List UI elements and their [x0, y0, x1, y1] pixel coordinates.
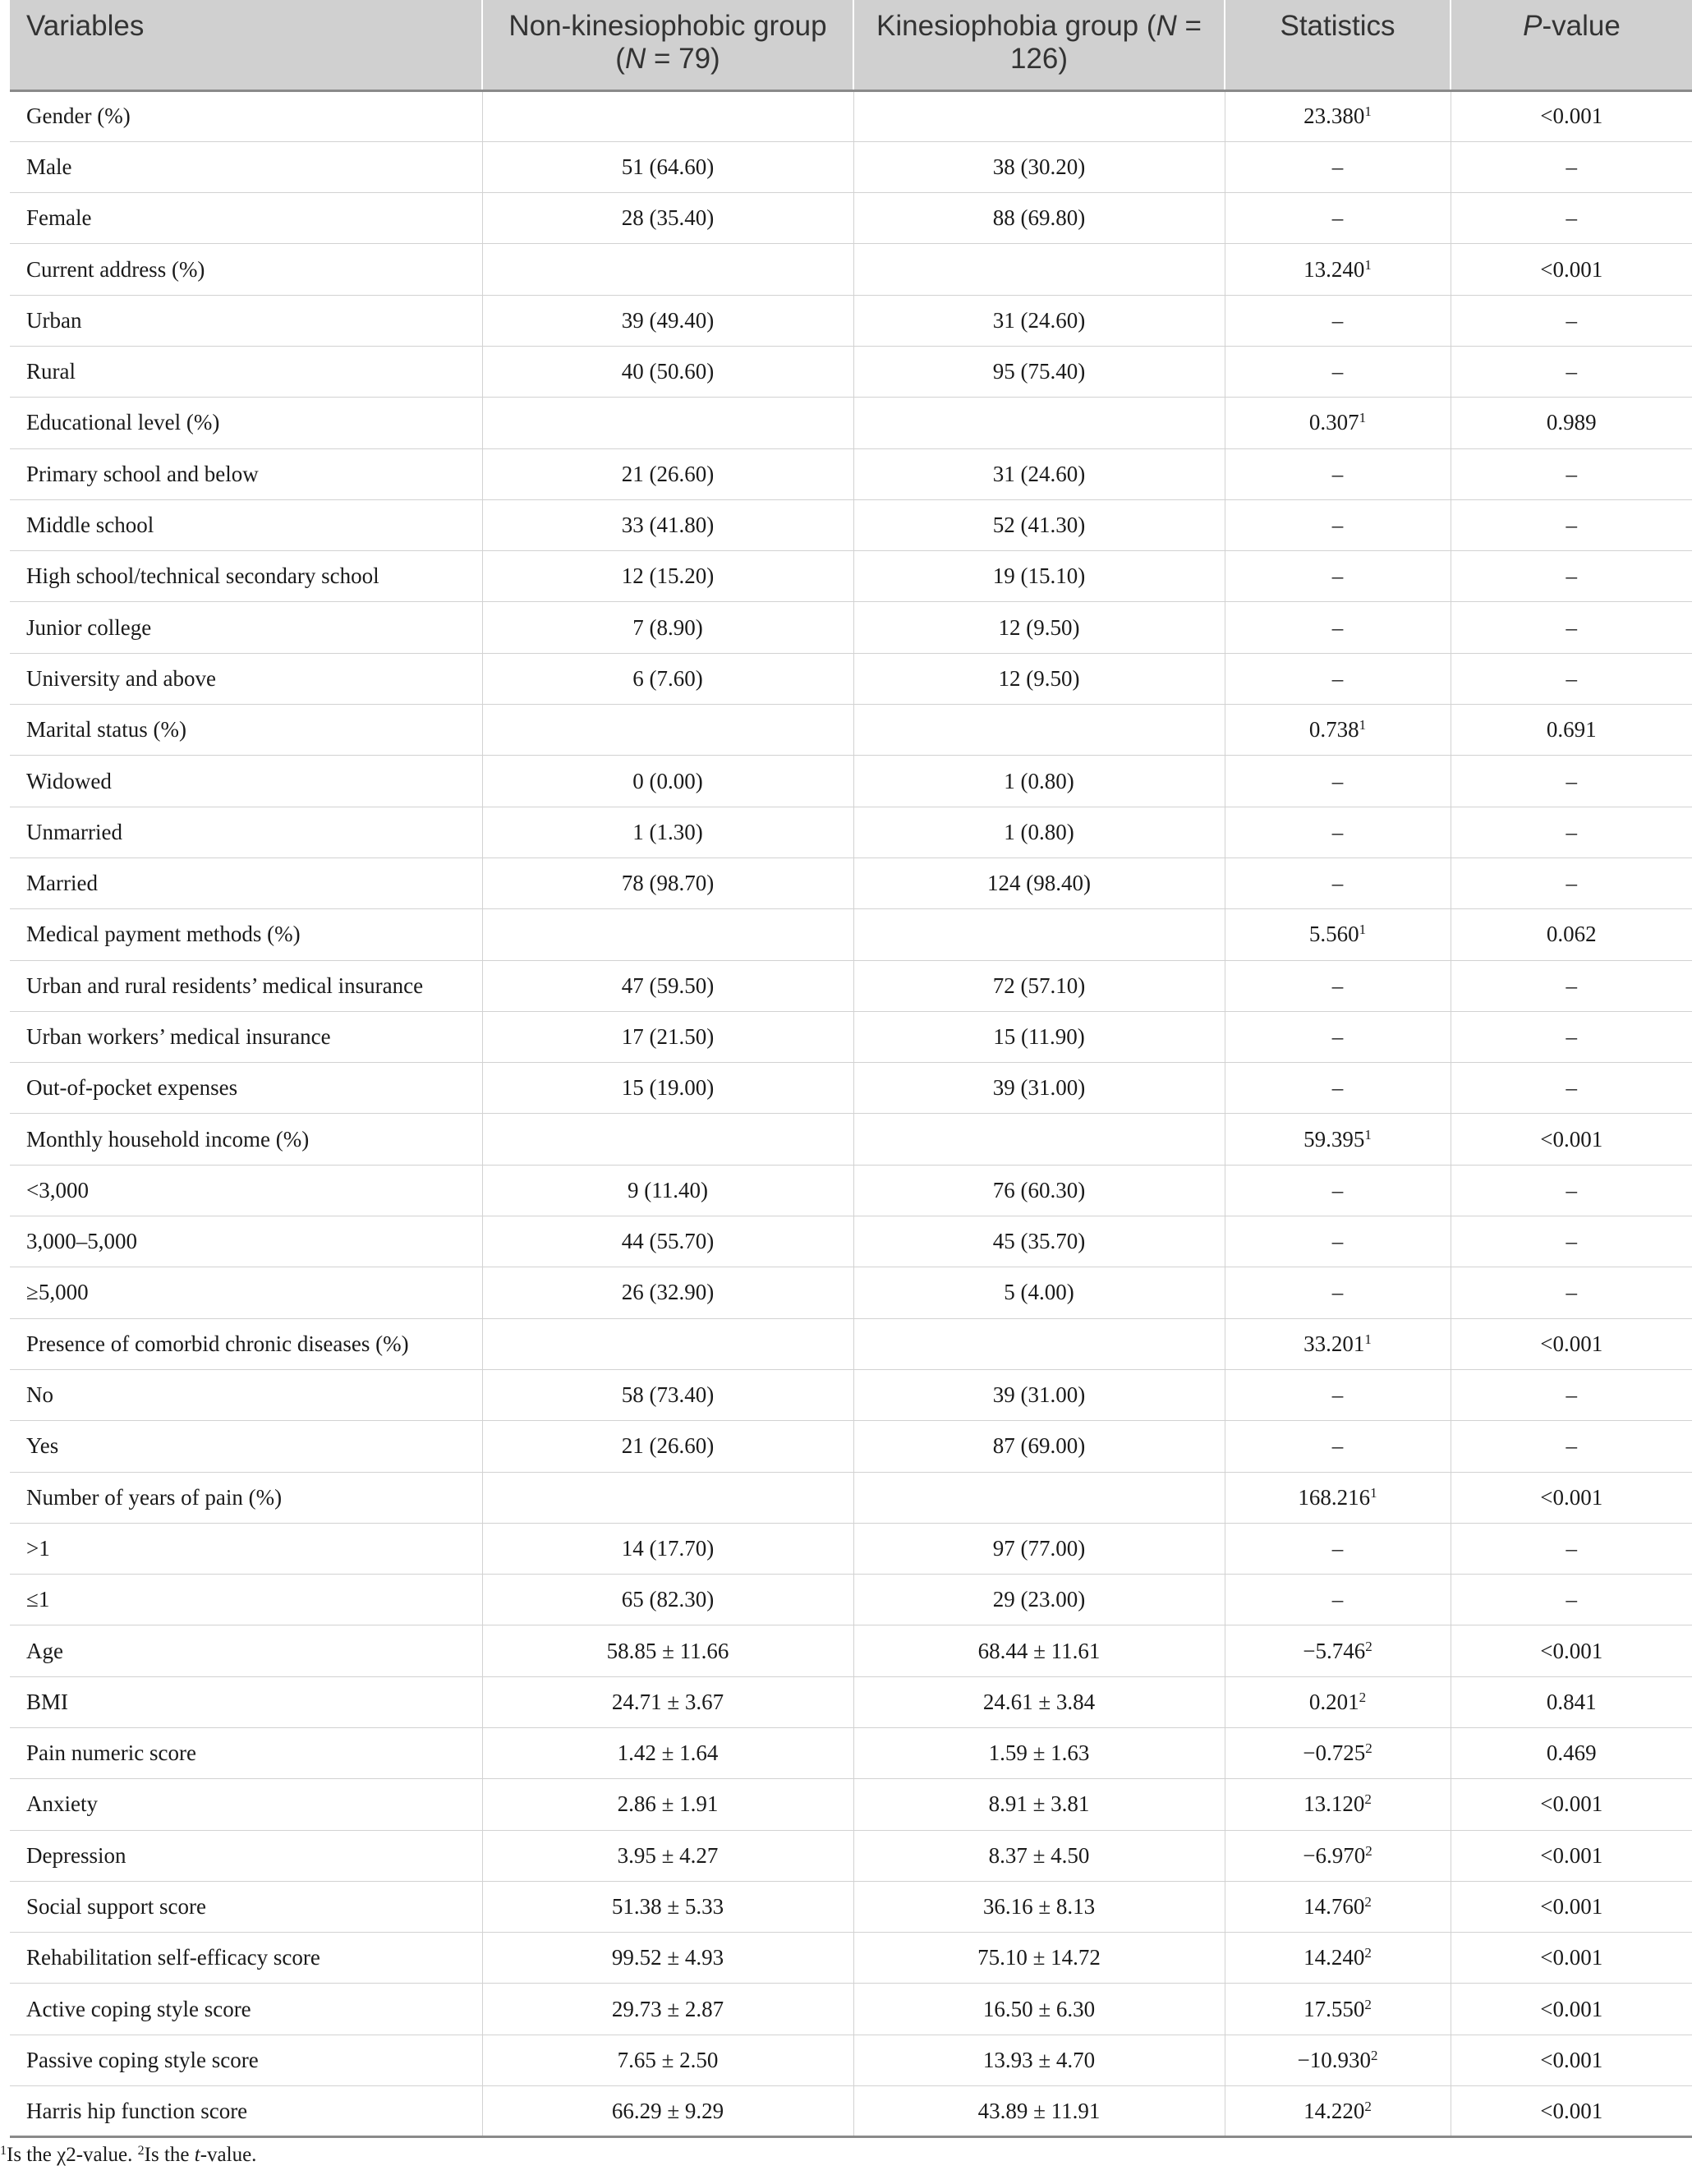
cell-p-value: <0.001	[1451, 1830, 1692, 1881]
table-row	[10, 1165, 1692, 1216]
cell-p-value: –	[1451, 1267, 1692, 1318]
cell-variable: Harris hip function score	[10, 2086, 482, 2137]
cell-non-kinesiophobic	[482, 1472, 853, 1523]
cell-non-kinesiophobic: 58.85 ± 11.66	[482, 1625, 853, 1676]
table-row	[10, 602, 1692, 653]
cell-kinesiophobia	[853, 90, 1225, 141]
cell-statistics: 13.120$^2$	[1225, 1779, 1451, 1830]
table-row	[10, 1011, 1692, 1062]
cell-p-value: 0.841	[1451, 1676, 1692, 1727]
cell-non-kinesiophobic: 7 (8.90)	[482, 602, 853, 653]
cell-statistics: $-6.970^2$	[1225, 1830, 1451, 1881]
table-row	[10, 398, 1692, 448]
cell-variable: Junior college	[10, 602, 482, 653]
table-row	[10, 756, 1692, 807]
cell-p-value: –	[1451, 858, 1692, 908]
cell-p-value: –	[1451, 807, 1692, 858]
footnote-text-2: Is the t-value.	[144, 2144, 257, 2166]
cell-variable: Widowed	[10, 756, 482, 807]
table-row	[10, 1216, 1692, 1267]
cell-kinesiophobia: 76 (60.30)	[853, 1165, 1225, 1216]
cell-statistics: $-10.930^2$	[1225, 2035, 1451, 2085]
cell-p-value: –	[1451, 193, 1692, 244]
cell-kinesiophobia: 124 (98.40)	[853, 858, 1225, 908]
table-row	[10, 2035, 1692, 2085]
cell-p-value: –	[1451, 1575, 1692, 1625]
cell-variable: No	[10, 1369, 482, 1420]
cell-statistics: 14.240$^2$	[1225, 1933, 1451, 1984]
cell-variable: Urban	[10, 295, 482, 346]
table-row	[10, 1114, 1692, 1165]
cell-variable: Passive coping style score	[10, 2035, 482, 2085]
stat-superscript: 2	[1365, 1638, 1372, 1654]
table-row	[10, 90, 1692, 141]
cell-p-value: <0.001	[1451, 1984, 1692, 2035]
footnote-marker-2: 2	[137, 2144, 145, 2158]
cell-kinesiophobia: 52 (41.30)	[853, 499, 1225, 550]
stat-superscript: 2	[1364, 1894, 1372, 1910]
stat-superscript: 1	[1364, 103, 1372, 120]
cell-non-kinesiophobic: 51 (64.60)	[482, 141, 853, 192]
cell-p-value: –	[1451, 448, 1692, 499]
table-row	[10, 448, 1692, 499]
table-row	[10, 193, 1692, 244]
cell-variable: Married	[10, 858, 482, 908]
cell-kinesiophobia	[853, 1472, 1225, 1523]
table-row	[10, 295, 1692, 346]
cell-non-kinesiophobic: 26 (32.90)	[482, 1267, 853, 1318]
cell-non-kinesiophobic: 40 (50.60)	[482, 346, 853, 397]
cell-non-kinesiophobic	[482, 90, 853, 141]
cell-non-kinesiophobic	[482, 1318, 853, 1369]
cell-kinesiophobia: 68.44 ± 11.61	[853, 1625, 1225, 1676]
cell-p-value: <0.001	[1451, 1318, 1692, 1369]
header-statistics: Statistics	[1225, 0, 1451, 90]
cell-variable: >1	[10, 1523, 482, 1574]
cell-kinesiophobia: 15 (11.90)	[853, 1011, 1225, 1062]
cell-kinesiophobia	[853, 1114, 1225, 1165]
stat-superscript: 2	[1365, 1842, 1372, 1859]
cell-kinesiophobia: 5 (4.00)	[853, 1267, 1225, 1318]
stat-superscript: 1	[1359, 410, 1367, 426]
cell-kinesiophobia: 97 (77.00)	[853, 1523, 1225, 1574]
stat-superscript: 1	[1370, 1484, 1377, 1501]
cell-kinesiophobia: 39 (31.00)	[853, 1369, 1225, 1420]
stat-superscript: 2	[1364, 1996, 1372, 2012]
table-row	[10, 858, 1692, 908]
cell-non-kinesiophobic: 44 (55.70)	[482, 1216, 853, 1267]
cell-variable: Active coping style score	[10, 1984, 482, 2035]
cell-non-kinesiophobic: 3.95 ± 4.27	[482, 1830, 853, 1881]
cell-non-kinesiophobic: 1 (1.30)	[482, 807, 853, 858]
cell-variable: Urban workers’ medical insurance	[10, 1011, 482, 1062]
cell-statistics: –	[1225, 602, 1451, 653]
cell-p-value: –	[1451, 295, 1692, 346]
header-non-kinesiophobic: Non-kinesiophobic group (N = 79)	[482, 0, 853, 90]
cell-statistics: –	[1225, 346, 1451, 397]
stat-superscript: 1	[1364, 1126, 1372, 1143]
table-row	[10, 551, 1692, 602]
cell-kinesiophobia: 8.91 ± 3.81	[853, 1779, 1225, 1830]
cell-kinesiophobia: 13.93 ± 4.70	[853, 2035, 1225, 2085]
cell-statistics: –	[1225, 653, 1451, 704]
table-row	[10, 960, 1692, 1011]
cell-statistics: –	[1225, 1523, 1451, 1574]
cell-variable: ≥5,000	[10, 1267, 482, 1318]
cell-kinesiophobia: 45 (35.70)	[853, 1216, 1225, 1267]
cell-non-kinesiophobic: 9 (11.40)	[482, 1165, 853, 1216]
cell-variable: Out-of-pocket expenses	[10, 1063, 482, 1114]
cell-non-kinesiophobic: 51.38 ± 5.33	[482, 1881, 853, 1932]
cell-kinesiophobia: 38 (30.20)	[853, 141, 1225, 192]
header-p-value: P-value	[1451, 0, 1692, 90]
cell-kinesiophobia: 31 (24.60)	[853, 448, 1225, 499]
cell-statistics: –	[1225, 1575, 1451, 1625]
table-row	[10, 1625, 1692, 1676]
cell-p-value: –	[1451, 1369, 1692, 1420]
cell-variable: BMI	[10, 1676, 482, 1727]
cell-non-kinesiophobic: 2.86 ± 1.91	[482, 1779, 853, 1830]
cell-variable: Current address (%)	[10, 244, 482, 295]
comparison-table	[10, 0, 1692, 2138]
cell-non-kinesiophobic	[482, 398, 853, 448]
cell-kinesiophobia	[853, 1318, 1225, 1369]
cell-statistics: 0.307$^1$	[1225, 398, 1451, 448]
cell-variable: Number of years of pain (%)	[10, 1472, 482, 1523]
table-row	[10, 1984, 1692, 2035]
cell-statistics: –	[1225, 807, 1451, 858]
table-row	[10, 1063, 1692, 1114]
cell-variable: Male	[10, 141, 482, 192]
cell-non-kinesiophobic: 24.71 ± 3.67	[482, 1676, 853, 1727]
cell-kinesiophobia: 8.37 ± 4.50	[853, 1830, 1225, 1881]
cell-p-value: –	[1451, 1165, 1692, 1216]
cell-statistics: –	[1225, 1369, 1451, 1420]
cell-kinesiophobia: 43.89 ± 11.91	[853, 2086, 1225, 2137]
cell-kinesiophobia: 1 (0.80)	[853, 807, 1225, 858]
cell-statistics: –	[1225, 1165, 1451, 1216]
cell-variable: Marital status (%)	[10, 705, 482, 756]
cell-statistics: $-5.746^2$	[1225, 1625, 1451, 1676]
cell-kinesiophobia: 24.61 ± 3.84	[853, 1676, 1225, 1727]
cell-variable: Anxiety	[10, 1779, 482, 1830]
cell-variable: Pain numeric score	[10, 1728, 482, 1779]
cell-variable: Unmarried	[10, 807, 482, 858]
cell-statistics: –	[1225, 858, 1451, 908]
table-row	[10, 2086, 1692, 2137]
cell-non-kinesiophobic: 1.42 ± 1.64	[482, 1728, 853, 1779]
cell-non-kinesiophobic: 66.29 ± 9.29	[482, 2086, 853, 2137]
cell-statistics: 168.216$^1$	[1225, 1472, 1451, 1523]
cell-variable: Gender (%)	[10, 90, 482, 141]
footnote	[0, 2144, 256, 2167]
cell-variable: Primary school and below	[10, 448, 482, 499]
cell-non-kinesiophobic: 33 (41.80)	[482, 499, 853, 550]
cell-variable: ≤1	[10, 1575, 482, 1625]
table-row	[10, 1575, 1692, 1625]
table-row	[10, 1523, 1692, 1574]
header-row	[10, 0, 1692, 90]
cell-statistics: 17.550$^2$	[1225, 1984, 1451, 2035]
table-row	[10, 1933, 1692, 1984]
stat-superscript: 2	[1359, 1689, 1367, 1705]
cell-variable: Yes	[10, 1421, 482, 1472]
cell-variable: Presence of comorbid chronic diseases (%)	[10, 1318, 482, 1369]
cell-non-kinesiophobic: 65 (82.30)	[482, 1575, 853, 1625]
cell-statistics: –	[1225, 1063, 1451, 1114]
table-row	[10, 346, 1692, 397]
cell-variable: Monthly household income (%)	[10, 1114, 482, 1165]
cell-statistics: –	[1225, 756, 1451, 807]
cell-non-kinesiophobic: 6 (7.60)	[482, 653, 853, 704]
cell-p-value: 0.691	[1451, 705, 1692, 756]
cell-statistics: 59.395$^1$	[1225, 1114, 1451, 1165]
cell-p-value: –	[1451, 1063, 1692, 1114]
cell-statistics: –	[1225, 1216, 1451, 1267]
cell-variable: Educational level (%)	[10, 398, 482, 448]
cell-kinesiophobia: 95 (75.40)	[853, 346, 1225, 397]
cell-p-value: –	[1451, 653, 1692, 704]
cell-kinesiophobia: 87 (69.00)	[853, 1421, 1225, 1472]
cell-kinesiophobia	[853, 909, 1225, 960]
cell-variable: Medical payment methods (%)	[10, 909, 482, 960]
cell-p-value: –	[1451, 346, 1692, 397]
cell-p-value: <0.001	[1451, 2086, 1692, 2137]
cell-kinesiophobia: 36.16 ± 8.13	[853, 1881, 1225, 1932]
cell-p-value: <0.001	[1451, 1114, 1692, 1165]
cell-variable: High school/technical secondary school	[10, 551, 482, 602]
cell-non-kinesiophobic: 12 (15.20)	[482, 551, 853, 602]
cell-kinesiophobia: 12 (9.50)	[853, 602, 1225, 653]
cell-kinesiophobia: 31 (24.60)	[853, 295, 1225, 346]
cell-p-value: –	[1451, 499, 1692, 550]
cell-non-kinesiophobic: 0 (0.00)	[482, 756, 853, 807]
cell-non-kinesiophobic: 78 (98.70)	[482, 858, 853, 908]
table-row	[10, 1369, 1692, 1420]
table-row	[10, 1676, 1692, 1727]
table-row	[10, 705, 1692, 756]
table-row	[10, 499, 1692, 550]
cell-variable: Rehabilitation self-efficacy score	[10, 1933, 482, 1984]
cell-statistics: –	[1225, 448, 1451, 499]
stat-superscript: 2	[1365, 1740, 1372, 1757]
table-row	[10, 244, 1692, 295]
cell-non-kinesiophobic	[482, 244, 853, 295]
cell-p-value: –	[1451, 1421, 1692, 1472]
cell-p-value: <0.001	[1451, 1472, 1692, 1523]
cell-p-value: <0.001	[1451, 1933, 1692, 1984]
table-row	[10, 1779, 1692, 1830]
table-row	[10, 1267, 1692, 1318]
cell-non-kinesiophobic: 99.52 ± 4.93	[482, 1933, 853, 1984]
cell-statistics: –	[1225, 1011, 1451, 1062]
cell-variable: Age	[10, 1625, 482, 1676]
cell-statistics: –	[1225, 193, 1451, 244]
cell-p-value: <0.001	[1451, 1881, 1692, 1932]
cell-variable: 3,000–5,000	[10, 1216, 482, 1267]
cell-statistics: –	[1225, 1421, 1451, 1472]
table-row	[10, 653, 1692, 704]
cell-non-kinesiophobic	[482, 909, 853, 960]
cell-p-value: <0.001	[1451, 2035, 1692, 2085]
cell-statistics: –	[1225, 551, 1451, 602]
cell-statistics: 0.201$^2$	[1225, 1676, 1451, 1727]
cell-non-kinesiophobic: 21 (26.60)	[482, 1421, 853, 1472]
cell-p-value: <0.001	[1451, 244, 1692, 295]
cell-kinesiophobia: 72 (57.10)	[853, 960, 1225, 1011]
table-container	[10, 0, 1692, 2138]
cell-non-kinesiophobic: 17 (21.50)	[482, 1011, 853, 1062]
stat-superscript: 2	[1364, 1945, 1372, 1961]
footnote-text-1: Is the χ2-value.	[7, 2144, 133, 2166]
header-kinesiophobia: Kinesiophobia group (N = 126)	[853, 0, 1225, 90]
table-row	[10, 141, 1692, 192]
cell-p-value: –	[1451, 1523, 1692, 1574]
cell-p-value: 0.989	[1451, 398, 1692, 448]
cell-variable: Female	[10, 193, 482, 244]
cell-variable: Urban and rural residents’ medical insurance	[10, 960, 482, 1011]
header-variables: Variables	[10, 0, 482, 90]
cell-statistics: 5.560$^1$	[1225, 909, 1451, 960]
cell-kinesiophobia: 29 (23.00)	[853, 1575, 1225, 1625]
cell-p-value: 0.469	[1451, 1728, 1692, 1779]
cell-p-value: –	[1451, 602, 1692, 653]
cell-kinesiophobia: 39 (31.00)	[853, 1063, 1225, 1114]
cell-non-kinesiophobic: 7.65 ± 2.50	[482, 2035, 853, 2085]
cell-variable: University and above	[10, 653, 482, 704]
cell-statistics: –	[1225, 1267, 1451, 1318]
stat-superscript: 1	[1359, 717, 1367, 733]
cell-variable: Social support score	[10, 1881, 482, 1932]
table-row	[10, 807, 1692, 858]
cell-statistics: 0.738$^1$	[1225, 705, 1451, 756]
cell-kinesiophobia: 16.50 ± 6.30	[853, 1984, 1225, 2035]
cell-p-value: –	[1451, 141, 1692, 192]
cell-non-kinesiophobic: 47 (59.50)	[482, 960, 853, 1011]
cell-p-value: –	[1451, 1011, 1692, 1062]
cell-statistics: –	[1225, 499, 1451, 550]
cell-p-value: <0.001	[1451, 1625, 1692, 1676]
cell-kinesiophobia: 1 (0.80)	[853, 756, 1225, 807]
cell-statistics: –	[1225, 960, 1451, 1011]
cell-kinesiophobia: 75.10 ± 14.72	[853, 1933, 1225, 1984]
table-row	[10, 909, 1692, 960]
stat-superscript: 1	[1364, 256, 1372, 273]
stat-superscript: 2	[1364, 2098, 1372, 2114]
table-row	[10, 1728, 1692, 1779]
cell-non-kinesiophobic: 39 (49.40)	[482, 295, 853, 346]
cell-kinesiophobia: 19 (15.10)	[853, 551, 1225, 602]
table-row	[10, 1472, 1692, 1523]
cell-non-kinesiophobic: 15 (19.00)	[482, 1063, 853, 1114]
cell-p-value: 0.062	[1451, 909, 1692, 960]
cell-p-value: –	[1451, 960, 1692, 1011]
cell-statistics: $-0.725^2$	[1225, 1728, 1451, 1779]
cell-variable: Middle school	[10, 499, 482, 550]
cell-statistics: 14.220$^2$	[1225, 2086, 1451, 2137]
cell-non-kinesiophobic: 29.73 ± 2.87	[482, 1984, 853, 2035]
cell-variable: Depression	[10, 1830, 482, 1881]
stat-superscript: 2	[1370, 2047, 1378, 2063]
cell-non-kinesiophobic	[482, 705, 853, 756]
table-row	[10, 1318, 1692, 1369]
cell-p-value: –	[1451, 756, 1692, 807]
cell-non-kinesiophobic: 58 (73.40)	[482, 1369, 853, 1420]
cell-statistics: 23.380$^1$	[1225, 90, 1451, 141]
cell-non-kinesiophobic	[482, 1114, 853, 1165]
cell-kinesiophobia: 1.59 ± 1.63	[853, 1728, 1225, 1779]
cell-variable: <3,000	[10, 1165, 482, 1216]
stat-superscript: 1	[1359, 922, 1367, 938]
cell-p-value: <0.001	[1451, 1779, 1692, 1830]
footnote-marker-1: 1	[0, 2144, 7, 2158]
cell-kinesiophobia	[853, 244, 1225, 295]
cell-statistics: –	[1225, 295, 1451, 346]
table-row	[10, 1421, 1692, 1472]
cell-statistics: 33.201$^1$	[1225, 1318, 1451, 1369]
stat-superscript: 1	[1364, 1331, 1372, 1347]
cell-variable: Rural	[10, 346, 482, 397]
cell-statistics: –	[1225, 141, 1451, 192]
cell-kinesiophobia	[853, 705, 1225, 756]
table-row	[10, 1881, 1692, 1932]
table-body	[10, 90, 1692, 2137]
cell-p-value: –	[1451, 1216, 1692, 1267]
cell-non-kinesiophobic: 28 (35.40)	[482, 193, 853, 244]
cell-p-value: –	[1451, 551, 1692, 602]
cell-kinesiophobia: 88 (69.80)	[853, 193, 1225, 244]
cell-non-kinesiophobic: 14 (17.70)	[482, 1523, 853, 1574]
table-row	[10, 1830, 1692, 1881]
cell-kinesiophobia: 12 (9.50)	[853, 653, 1225, 704]
cell-p-value: <0.001	[1451, 90, 1692, 141]
cell-non-kinesiophobic: 21 (26.60)	[482, 448, 853, 499]
cell-statistics: 14.760$^2$	[1225, 1881, 1451, 1932]
stat-superscript: 2	[1364, 1791, 1372, 1808]
cell-kinesiophobia	[853, 398, 1225, 448]
cell-statistics: 13.240$^1$	[1225, 244, 1451, 295]
